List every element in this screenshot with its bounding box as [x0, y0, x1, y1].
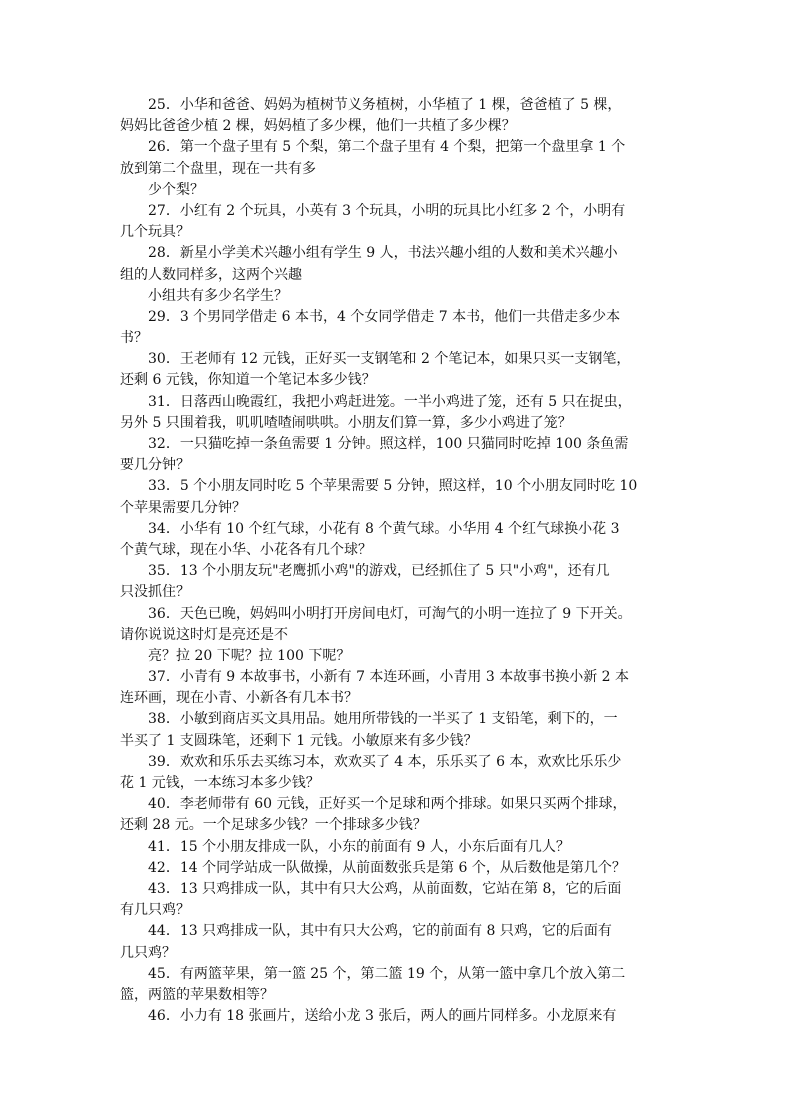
text-line: 只没抓住？	[120, 584, 190, 601]
text-line: 41．15 个小朋友排成一队，小东的前面有 9 人，小东后面有几人？	[148, 838, 570, 855]
text-line: 34．小华有 10 个红气球，小花有 8 个黄气球。小华用 4 个红气球换小花 3	[148, 520, 620, 537]
text-line: 还剩 6 元钱，你知道一个笔记本多少钱？	[120, 372, 376, 389]
text-line: 46．小力有 18 张画片，送给小龙 3 张后，两人的画片同样多。小龙原来有	[148, 1008, 617, 1025]
text-line: 花 1 元钱，一本练习本多少钱？	[120, 775, 320, 791]
text-line: 38．小敏到商店买文具用品。她用所带钱的一半买了 1 支铅笔，剩下的，一	[148, 711, 618, 728]
text-line: 37．小青有 9 本故事书，小新有 7 本连环画，小青用 3 本故事书换小新 2 本	[148, 669, 630, 686]
text-line: 半买了 1 支圆珠笔，还剩下 1 元钱。小敏原来有多少钱？	[120, 732, 478, 749]
text-line: 亮？拉 20 下呢？拉 100 下呢？	[148, 647, 351, 664]
text-line: 书？	[120, 330, 148, 347]
text-line: 另外 5 只围着我，叽叽喳喳闹哄哄。小朋友们算一算，多少小鸡进了笼？	[120, 414, 572, 431]
text-line: 还剩 28 元。一个足球多少钱？一个排球多少钱？	[120, 817, 427, 834]
text-line: 28．新星小学美术兴趣小组有学生 9 人，书法兴趣小组的人数和美术兴趣小	[148, 245, 618, 262]
text-line: 几个玩具？	[120, 224, 190, 241]
text-line: 组的人数同样多，这两个兴趣	[120, 266, 302, 283]
document-page	[120, 95, 676, 1027]
text-line: 43．13 只鸡排成一队，其中有只大公鸡，从前面数，它站在第 8，它的后面	[148, 880, 622, 897]
text-line: 个黄气球，现在小华、小花各有几个球？	[120, 541, 372, 558]
text-line: 小组共有多少名学生？	[148, 287, 288, 304]
text-line: 30．王老师有 12 元钱，正好买一支钢笔和 2 个笔记本，如果只买一支钢笔，	[148, 351, 631, 368]
text-line: 29．3 个男同学借走 6 本书，4 个女同学借走 7 本书，他们一共借走多少本	[148, 308, 621, 325]
text-line: 连环画，现在小青、小新各有几本书？	[120, 690, 358, 707]
text-line: 个苹果需要几分钟？	[120, 499, 246, 516]
text-line: 44．13 只鸡排成一队，其中有只大公鸡，它的前面有 8 只鸡，它的后面有	[148, 923, 612, 940]
text-line: 33．5 个小朋友同时吃 5 个苹果需要 5 分钟，照这样，10 个小朋友同时吃 10	[148, 478, 638, 495]
text-line: 42．14 个同学站成一队做操，从前面数张兵是第 6 个，从后数他是第几个？	[148, 859, 626, 876]
text-line: 要几分钟？	[120, 457, 190, 474]
text-line: 放到第二个盘里，现在一共有多	[120, 160, 316, 177]
text-line: 少个梨？	[148, 181, 204, 198]
text-line: 有几只鸡？	[120, 902, 190, 919]
text-line: 39．欢欢和乐乐去买练习本，欢欢买了 4 本，乐乐买了 6 本，欢欢比乐乐少	[148, 753, 622, 770]
text-line: 请你说说这时灯是亮还是不	[120, 626, 288, 643]
text-line: 27．小红有 2 个玩具，小英有 3 个玩具，小明的玩具比小红多 2 个，小明有	[148, 202, 626, 219]
text-line: 妈妈比爸爸少植 2 棵，妈妈植了多少棵，他们一共植了多少棵？	[120, 118, 516, 135]
text-line: 32．一只猫吃掉一条鱼需要 1 分钟。照这样，100 只猫同时吃掉 100 条鱼需	[148, 436, 629, 452]
text-line: 26．第一个盘子里有 5 个梨，第二个盘子里有 4 个梨，把第一个盘里拿 1 个	[148, 139, 626, 156]
text-line: 25．小华和爸爸、妈妈为植树节义务植树，小华植了 1 棵，爸爸植了 5 棵，	[148, 97, 622, 113]
text-line: 40．李老师带有 60 元钱，正好买一个足球和两个排球。如果只买两个排球，	[148, 796, 627, 813]
text-line: 几只鸡？	[120, 944, 176, 961]
text-line: 篮，两篮的苹果数相等？	[120, 986, 274, 1003]
text-line: 36．天色已晚，妈妈叫小明打开房间电灯，可淘气的小明一连拉了 9 下开关。	[148, 605, 632, 622]
text-line: 45．有两篮苹果，第一篮 25 个，第二篮 19 个，从第一篮中拿几个放入第二	[148, 965, 626, 982]
text-line: 35．13 个小朋友玩"老鹰抓小鸡"的游戏，已经抓住了 5 只"小鸡"，还有几	[148, 563, 610, 580]
text-line: 31．日落西山晚霞红，我把小鸡赶进笼。一半小鸡进了笼，还有 5 只在捉虫，	[148, 393, 632, 410]
